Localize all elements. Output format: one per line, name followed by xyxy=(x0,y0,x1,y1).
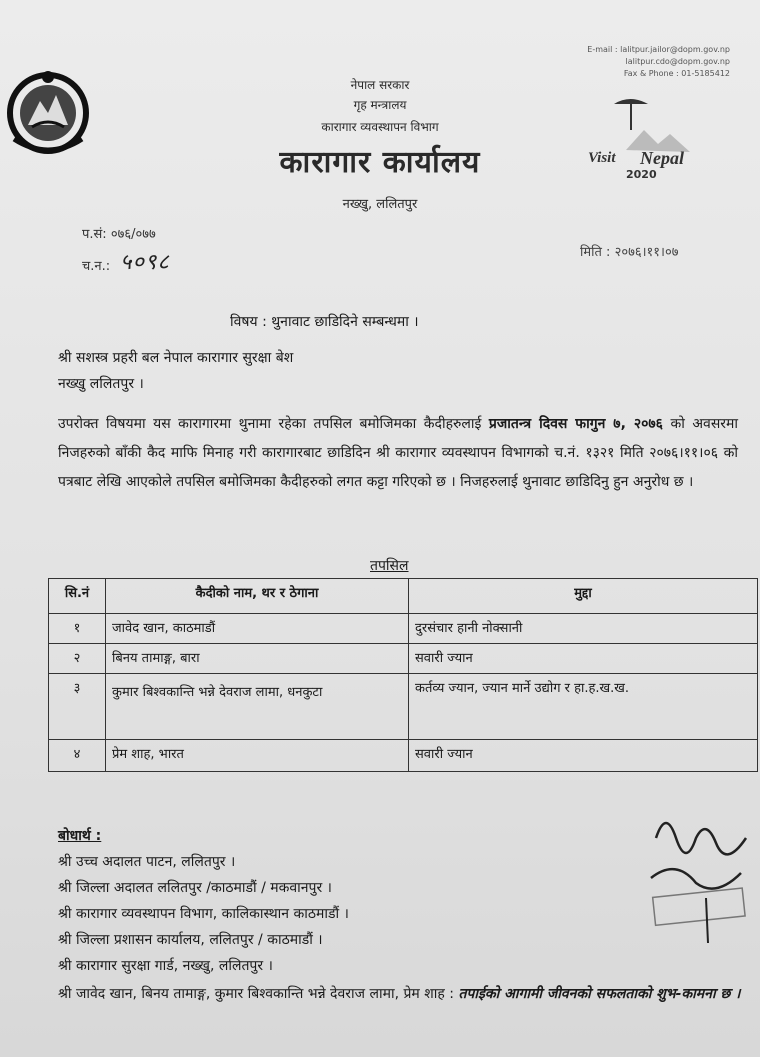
letter-date: मिति : २०७६।११।०७ xyxy=(580,245,679,260)
cc-item: श्री जिल्ला अदालत ललितपुर /काठमाडौं / मकवानपुर । xyxy=(58,880,332,896)
addressee-line-1: श्री सशस्त्र प्रहरी बल नेपाल कारागार सुरक्षा बेश xyxy=(58,350,294,366)
row-sn: ३ xyxy=(49,674,106,740)
header-sn: सि.नं xyxy=(49,579,106,614)
nepal-emblem-icon xyxy=(2,65,94,157)
signature-stamp-icon xyxy=(636,798,756,948)
addressee-line-2: नख्खु ललितपुर । xyxy=(58,376,144,392)
header-department: कारागार व्यवस्थापन विभाग xyxy=(321,120,439,134)
cha-na-label: च.न.: xyxy=(82,259,111,274)
row-case: सवारी ज्यान xyxy=(409,740,758,772)
table-row xyxy=(49,674,758,740)
contact-email: E-mail : lalitpur.jailor@dopm.gov.np xyxy=(587,45,730,54)
closing-paragraph xyxy=(58,980,758,1008)
table-row xyxy=(49,740,758,772)
visit-nepal-logo-icon xyxy=(586,90,716,185)
year-text: 2020 xyxy=(626,168,657,181)
tapasil-heading: तपसिल xyxy=(370,558,409,574)
table-header-row xyxy=(49,579,758,614)
contact-email-2: lalitpur.cdo@dopm.gov.np xyxy=(625,57,730,66)
subject-line: विषय : थुनावाट छाडिदिने सम्बन्धमा । xyxy=(230,314,419,330)
row-case: दुरसंचार हानी नोक्सानी xyxy=(409,614,758,644)
row-name: प्रेम शाह, भारत xyxy=(106,740,409,772)
body-bold: प्रजातन्त्र दिवस फागुन ७, २०७६ xyxy=(488,416,663,432)
row-sn: ४ xyxy=(49,740,106,772)
cc-item: श्री कारागार सुरक्षा गार्ड, नख्खु, ललितपुर । xyxy=(58,958,273,974)
header-location: नख्खु, ललितपुर xyxy=(342,197,418,212)
body-paragraph xyxy=(58,410,738,497)
row-name: बिनय तामाङ्ग, बारा xyxy=(106,644,409,674)
row-name: कुमार बिश्वकान्ति भन्ने देवराज लामा, धनकुटा xyxy=(106,674,409,740)
body-part-2: को अवसरमा निजहरुको बाँकी कैद माफि मिनाह गरी कारागारबाट छाडिदिन श्री कारागार व्यवस्थापन विभागको च.नं. १३२१ मिति २०७६।११।०६ को पत्रबाट लेखि आएकोले तपसिल बमोजिमका कैदीहरुको लगत कट्टा गरिएको छ । निजहरुलाई थुनावाट छाडिदिनु हुन अनुरोध छ । xyxy=(58,416,739,490)
header-case: मुद्दा xyxy=(409,579,758,614)
pa-san: प.सं: ०७६/०७७ xyxy=(82,227,156,242)
nepal-text: Nepal xyxy=(640,148,684,168)
row-sn: १ xyxy=(49,614,106,644)
closing-bold: तपाईको आगामी जीवनको सफलताको शुभ-कामना छ । xyxy=(458,986,741,1002)
table-row xyxy=(49,614,758,644)
header-office: कारागार कार्यालय xyxy=(279,145,481,180)
contact-phone: Fax & Phone : 01-5185412 xyxy=(623,69,730,78)
row-sn: २ xyxy=(49,644,106,674)
header-govt: नेपाल सरकार xyxy=(350,78,410,92)
bodhartha-heading: बोधार्थ : xyxy=(58,828,102,844)
visit-text: Visit xyxy=(588,150,616,166)
header-name: कैदीको नाम, थर र ठेगाना xyxy=(106,579,409,614)
cha-na-value: ५०९८ xyxy=(120,250,170,275)
table-row xyxy=(49,644,758,674)
row-case: कर्तव्य ज्यान, ज्यान मार्ने उद्योग र हा.ह.ख.ख. xyxy=(409,674,758,740)
cc-item: श्री कारागार व्यवस्थापन विभाग, कालिकास्थान काठमाडौं । xyxy=(58,906,349,922)
cc-item: श्री जिल्ला प्रशासन कार्यालय, ललितपुर / काठमाडौं । xyxy=(58,932,323,948)
body-part-1: उपरोक्त विषयमा यस कारागारमा थुनामा रहेका तपसिल बमोजिमका कैदीहरुलाई xyxy=(58,416,489,432)
cc-item: श्री उच्च अदालत पाटन, ललितपुर । xyxy=(58,854,236,870)
prisoner-table xyxy=(48,578,758,772)
header-ministry: गृह मन्त्रालय xyxy=(353,98,407,112)
row-name: जावेद खान, काठमाडौं xyxy=(106,614,409,644)
closing-plain: श्री जावेद खान, बिनय तामाङ्ग, कुमार बिश्वकान्ति भन्ने देवराज लामा, प्रेम शाह : xyxy=(58,986,459,1002)
row-case: सवारी ज्यान xyxy=(409,644,758,674)
